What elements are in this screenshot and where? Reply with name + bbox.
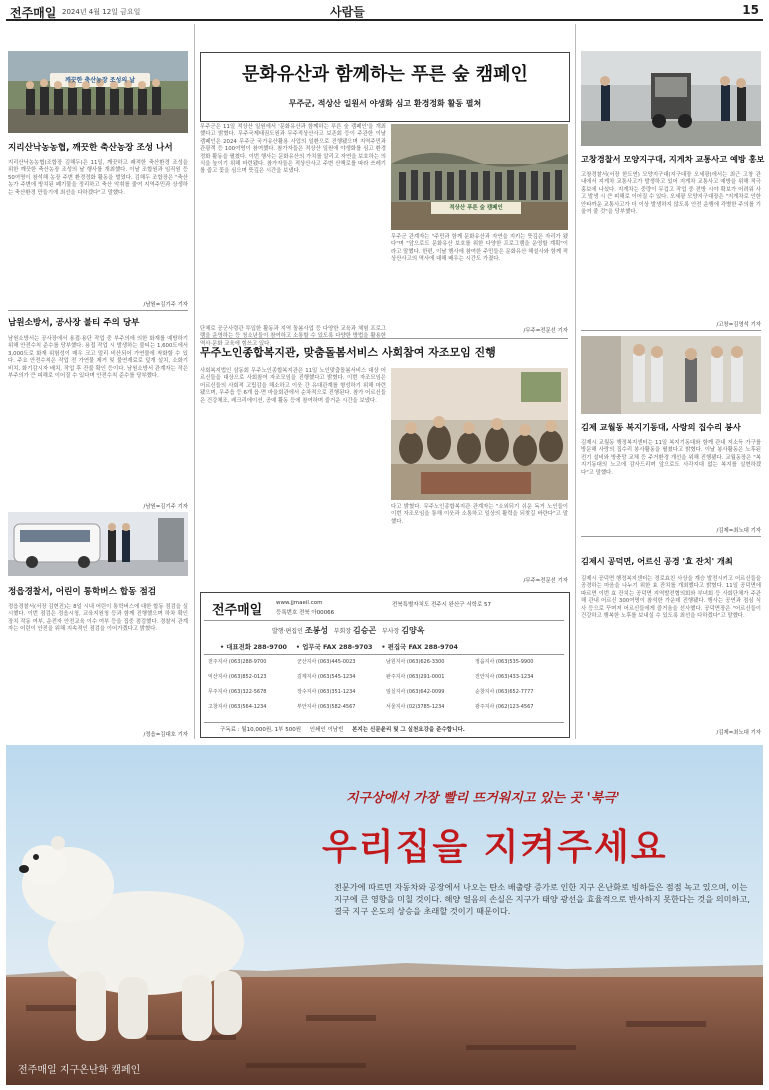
bureau-item: 남원지사 (063)626-3300 bbox=[386, 659, 445, 665]
welfare-body-2: 다고 밝혔다. 무주노인종합복지관 관계자는 "소외되기 쉬운 독거 노인들이 이번 자조모임을 통해 이웃과 소통하고 일상의 활력을 되찾길 바란다"고 말했다. bbox=[391, 504, 568, 525]
divider bbox=[200, 338, 568, 339]
vp-label: 부회장 bbox=[333, 628, 352, 635]
photo-house-repair bbox=[581, 336, 761, 414]
article-title-gimje-repair: 김제 교월동 복지기동대, 사랑의 집수리 봉사 bbox=[581, 422, 741, 432]
masthead-brand: 전주매일 bbox=[212, 603, 263, 618]
byline-gongdeok: /김제=최노대 기자 bbox=[716, 730, 761, 736]
welfare-body-1: 사회복지법인 삼동회 무주노인종합복지관은 11일 노인맞춤돌봄서비스 대상 어르신들을 대상으로 사회참여 자조모임을 진행했다고 밝혔다. 이번 자조모임은 어르신들의 사회적 고립감을 해소하고 이웃 간 유대관계를 형성하기 위해 마련됐으며, 무주읍 등 6개 읍·면 마을회관에서 순차적으로 진행된다. 참가 어르신들은 건강체조, 레크리에이션, 공예 활동 등에 참여하며 즐거운 시간을 보냈다. bbox=[200, 368, 386, 404]
article-title-jeongeup: 정읍경찰서, 어린이 통학버스 합동 점검 bbox=[8, 587, 157, 597]
byline-jirisan: /남원=김기주 기자 bbox=[143, 302, 188, 308]
divider bbox=[204, 722, 564, 723]
divider bbox=[204, 654, 564, 655]
bureau-item: 고창지사 (063)564-1234 bbox=[208, 704, 267, 710]
article-title-namwon: 남원소방서, 공사장 불티 주의 당부 bbox=[8, 318, 140, 328]
photo-welfare-meeting bbox=[391, 368, 568, 500]
feature-body-1: 무주군은 11일 적상산 일원에서 '문화유산과 함께하는 푸른 숲 캠페인'을 개최했다고 밝혔다. 무주국제태권도원과 무주적상산사고 보존회 등이 주관한 이날 캠페인은 2024 무주군 국가유산활용 사업의 일환으로 진행됐으며 지역주민과 관광객 등 100여명이 참여했다. 참가자들은 적상산 일원에 야생화를 심고 환경정화 활동을 펼쳤다. 이번 행사는 문화유산의 가치를 알리고 자연을 보호하는 의식을 높이기 위해 마련됐다. 참가자들은 적상산사고 주변 산책로를 따라 쓰레기를 줍고 꽃을 심으며 뜻깊은 시간을 보냈다. bbox=[200, 124, 386, 175]
business-fax: • 업무국 FAX 288-9703 bbox=[295, 643, 373, 651]
bureau-list bbox=[208, 658, 564, 720]
bureau-item: 김제지사 (063)545-1234 bbox=[297, 674, 356, 680]
masthead-reg: 등록번호 전북 아00066 bbox=[276, 610, 335, 616]
byline-forest: /무주=전문선 기자 bbox=[523, 328, 568, 334]
article-body-gimje-repair: 김제시 교월동 행정복지센터는 11일 복지기동대와 함께 관내 저소득 가구를 방문해 사랑의 집수리 봉사활동을 펼쳤다고 밝혔다. 이날 봉사활동은 노후된 전기 설비와 방충망 교체 등 주거환경 개선을 위해 진행됐다. 교월동장은 "복지기동대의 노고에 감사드리며 앞으로도 사각지대 없는 복지를 실현하겠다"고 말했다. bbox=[581, 440, 761, 476]
printer: 인쇄인 이남빈 bbox=[309, 727, 344, 733]
article-title-gongdeok: 김제시 공덕면, 어르신 공경 '효 잔치' 개최 bbox=[581, 556, 733, 566]
photo-forklift bbox=[581, 51, 761, 146]
divider bbox=[581, 536, 761, 537]
welfare-title: 무주노인종합복지관, 맞춤돌봄서비스 사회참여 자조모임 진행 bbox=[200, 346, 496, 359]
byline-gochang: /고창=김영석 기자 bbox=[716, 322, 761, 328]
forest-photo-banner: 적상산 푸른 숲 캠페인 bbox=[449, 205, 503, 211]
article-body-jirisan: 지리산낙농농협(조합장 김해두)은 11일, 깨끗하고 쾌적한 축산환경 조성을 위한 깨끗한 축산농장 조성의 날 행사를 개최했다. 이날 조합원과 임직원 등 50여명이 참석해 농장 주변 환경정화 활동을 벌였다. 김해두 조합장은 "축산농가 주변에 방치된 폐기물을 정리하고 축산 악취를 줄여 지역주민과 상생하는 축산환경 만들기에 최선을 다하겠다"고 말했다. bbox=[8, 160, 188, 196]
bureau-item: 완주지사 (063)291-0001 bbox=[386, 674, 445, 680]
ad-headline: 우리집을 지켜주세요 bbox=[322, 827, 668, 868]
photo-dairy-farm bbox=[8, 51, 188, 133]
article-body-namwon: 남원소방서는 공사장에서 용접·용단 작업 중 부주의에 의한 화재를 예방하기 위해 안전수칙 준수를 당부했다. 용접 작업 시 발생하는 불티는 1,600도에서 3,000도로 화재 위험성이 매우 크고 멀리 비산되어 가연물에 착화할 수 있다. 주요 안전수칙은 작업 전 가연물 제거 및 불연재료로 덮개 설치, 소화기 비치, 화기감시자 배치, 작업 후 잔불 확인 등이다. 남원소방서 관계자는 작은 부주의가 큰 피해로 이어질 수 있다며 안전수칙 준수를 당부했다. bbox=[8, 336, 188, 380]
photo-school-bus bbox=[8, 512, 188, 576]
feature-body-3: 단체로 공군사령관 투입한 활동과 지역 돌봄사업 등 다양한 교육과 체험 프로그램을 운영하는 등 청소년들이 참여하고 소통할 수 있도록 다양한 방법을 활용한 역사·문화 교육에 힘쓰고 있다. bbox=[200, 326, 386, 347]
divider bbox=[204, 620, 564, 621]
masthead-url: www.jjmaeil.com bbox=[276, 600, 323, 606]
feature-subtitle: 무주군, 적상산 일원서 야생화 심고 환경정화 활동 펼쳐 bbox=[288, 99, 482, 108]
publisher-name: 조봉성 bbox=[304, 626, 328, 635]
byline-jeongeup: /정읍=김대호 기자 bbox=[143, 732, 188, 738]
issue-date: 2024년 4월 12일 금요일 bbox=[62, 8, 141, 16]
ethics-note: 본지는 신문윤리 및 그 실천요강을 준수합니다. bbox=[352, 727, 465, 733]
bureau-item: 순창지사 (063)652-7777 bbox=[475, 689, 534, 695]
header-rule bbox=[6, 19, 763, 21]
ad-kicker: 지구상에서 가장 빨리 뜨거워지고 있는 곳 '북극' bbox=[346, 791, 620, 806]
column-divider-right bbox=[575, 24, 576, 739]
bureau-item: 군산지사 (063)445-0023 bbox=[297, 659, 356, 665]
bureau-item: 정읍지사 (063)535-9900 bbox=[475, 659, 534, 665]
ad-footer: 전주매일 지구온난화 캠페인 bbox=[18, 1065, 141, 1076]
bureau-item: 임실지사 (063)642-0099 bbox=[386, 689, 445, 695]
byline-gimje-repair: /김제=최노대 기자 bbox=[716, 528, 761, 534]
byline-namwon: /남원=김기주 기자 bbox=[143, 504, 188, 510]
article-body-gongdeok: 김제시 공덕면 행정복지센터는 경로효친 사상을 계승 발전시키고 어르신들을 공경하는 마음을 나누기 위한 효 잔치를 개최했다고 밝혔다. 11일 공덕면에 따르면 이번 효 잔치는 공덕면 지역발전협의회와 부녀회 등 사회단체가 주관해 관내 어르신 300여명이 참석한 가운데 진행됐다. 행사는 공연과 점심 식사 등으로 꾸며져 어르신들에게 즐거움을 선사했다. 공덕면장은 "어르신들이 건강하고 행복한 노후를 보내실 수 있도록 최선을 다하겠다"고 말했다. bbox=[581, 576, 761, 620]
bureau-item: 광주지사 (062)123-4567 bbox=[475, 704, 534, 710]
article-body-jeongeup: 정읍경찰서(서장 김현진)는 8일 시내 어린이 통학버스에 대한 합동 점검을 실시했다. 이번 점검은 정읍시청, 교육지원청 등과 함께 진행했으며 하차 확인 장치 작동 여부, 운전자 안전교육 이수 여부 등을 집중 점검했다. 경찰서 관계자는 어린이 안전을 위해 지속적인 점검을 이어가겠다고 밝혔다. bbox=[8, 604, 188, 633]
bureau-item: 진안지사 (063)433-1234 bbox=[475, 674, 534, 680]
bureau-item: 익산지사 (063)852-0123 bbox=[208, 674, 267, 680]
divider bbox=[581, 330, 761, 331]
bureau-item: 서울지사 (02)3785-1234 bbox=[386, 704, 445, 710]
editorial-fax: • 편집국 FAX 288-9704 bbox=[381, 643, 458, 651]
subscription-fee: 구독료 : 월10,000원, 1부 500원 bbox=[220, 727, 302, 733]
article-title-jirisan: 지리산낙농농협, 깨끗한 축산농장 조성 나서 bbox=[8, 143, 173, 153]
photo-forest-campaign bbox=[391, 124, 568, 230]
ad-body: 전문가에 따르면 자동차와 공장에서 나오는 탄소 배출량 증가로 인한 지구 온난화로 빙하들은 점점 녹고 있으며, 이는 지구에 큰 영향을 미칠 것이다. 해양 얼음의 손실은 지구가 태양 광선을 효율적으로 반사하지 못한다는 것을 의미하고, 결국 지구 온도의 상승을 초래할 것이기 때문이다. bbox=[334, 882, 750, 916]
page-number: 15 bbox=[742, 3, 759, 17]
newspaper-brand: 전주매일 bbox=[10, 6, 57, 20]
bureau-item: 무주지사 (063)322-5678 bbox=[208, 689, 267, 695]
column-divider-left bbox=[194, 24, 195, 739]
section-title: 사람들 bbox=[330, 5, 365, 19]
feature-title: 문화유산과 함께하는 푸른 숲 캠페인 bbox=[242, 64, 528, 85]
publisher-label: 발행·편집인 bbox=[272, 628, 303, 635]
article-body-gochang: 고창경찰서(서장 한도연) 모양지구대(지구대장 오세광)에서는 최근 고창 관내에서 지게차 교통사고가 발생하고 있어 지게차 교통사고 예방을 위해 적극 홍보에 나섰다. 지게차는 중량이 무겁고 작업 중 전방 시야 확보가 어려워 사고 발생 시 큰 피해로 이어질 수 있다. 오세광 모양지구대장은 "지게차로 인한 안타까운 교통사고가 더 이상 발생하지 않도록 안전 운행에 각별한 주의를 기울여 줄 것"을 당부했다. bbox=[581, 172, 761, 216]
vp-name: 김승곤 bbox=[353, 626, 377, 635]
photo-banner-text: 깨끗한 축산농장 조성의 날 bbox=[64, 77, 136, 84]
main-tel: • 대표전화 288-9700 bbox=[220, 643, 288, 651]
vp2-label: 부사장 bbox=[381, 628, 400, 635]
divider bbox=[8, 310, 188, 311]
vp2-name: 김양옥 bbox=[401, 626, 425, 635]
climate-ad bbox=[6, 745, 763, 1085]
bureau-item: 부안지사 (063)582-4567 bbox=[297, 704, 356, 710]
bureau-item: 전주지사 (063)288-9700 bbox=[208, 659, 267, 665]
masthead-address: 전북특별자치도 전주시 완산구 서학로 57 bbox=[392, 602, 492, 608]
byline-welfare: /무주=전문선 기자 bbox=[523, 578, 568, 584]
article-title-gochang: 고창경찰서 모양지구대, 지게차 교통사고 예방 홍보 bbox=[581, 154, 765, 164]
bureau-item: 장수지사 (063)351-1234 bbox=[297, 689, 356, 695]
feature-body-2: 무주군 관계자는 "주민과 함께 문화유산과 자연을 지키는 뜻깊은 자리가 됐다"며 "앞으로도 문화유산 보호를 위한 다양한 프로그램을 운영할 계획"이라고 말했다. 한편, 이날 행사에 참여한 주민들은 문화유산 해설사와 함께 적상산사고의 역사에 대해 배우는 시간도 가졌다. bbox=[391, 234, 568, 263]
